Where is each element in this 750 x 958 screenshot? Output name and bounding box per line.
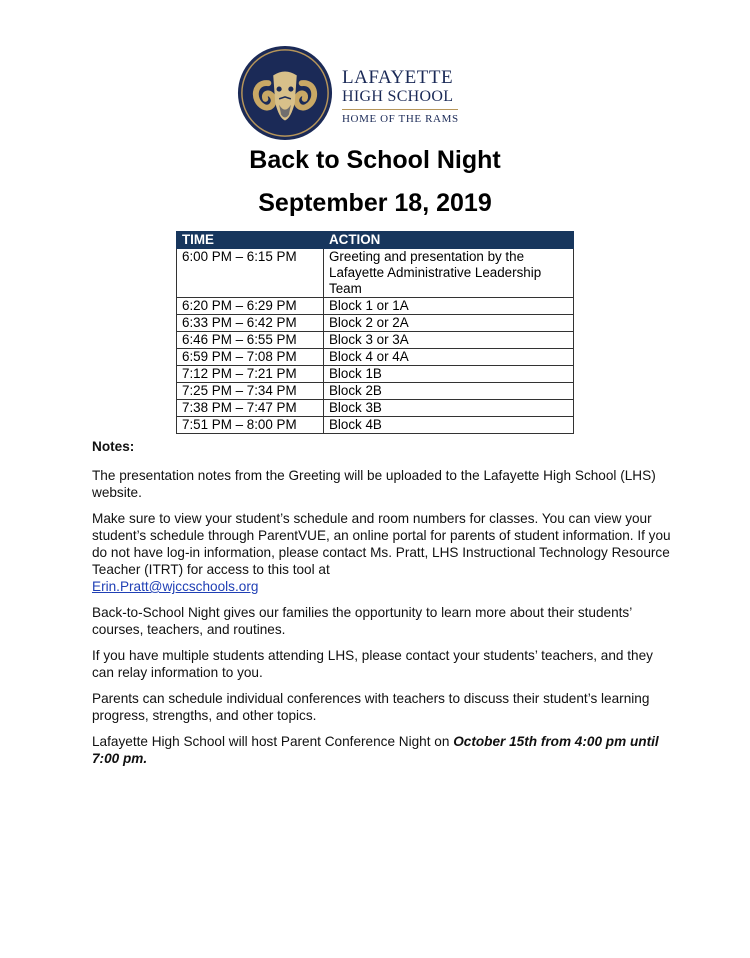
note-conference-night-text: Lafayette High School will host Parent Conference Night on <box>92 734 450 749</box>
column-header-time: TIME <box>177 232 324 249</box>
time-cell: 7:38 PM – 7:47 PM <box>177 400 324 417</box>
table-row <box>177 298 574 315</box>
schedule-table <box>176 231 574 434</box>
logo-name-line2: HIGH SCHOOL <box>342 88 454 105</box>
time-cell: 7:12 PM – 7:21 PM <box>177 366 324 383</box>
table-header-row <box>177 232 574 249</box>
action-cell: Block 3B <box>324 400 574 417</box>
note-multiple-students: If you have multiple students attending LHS, please contact your students’ teachers, and they can relay information to you. <box>92 648 653 680</box>
time-cell: 7:25 PM – 7:34 PM <box>177 383 324 400</box>
column-header-action: ACTION <box>324 232 574 249</box>
table-row <box>177 400 574 417</box>
time-cell: 7:51 PM – 8:00 PM <box>177 417 324 434</box>
note-schedule <box>92 510 672 595</box>
action-cell: Block 1B <box>324 366 574 383</box>
note-opportunity: Back-to-School Night gives our families the opportunity to learn more about their students’ courses, teachers, and routines. <box>92 605 632 637</box>
table-row <box>177 315 574 332</box>
action-cell: Block 1 or 1A <box>324 298 574 315</box>
time-cell: 6:46 PM – 6:55 PM <box>177 332 324 349</box>
table-row <box>177 366 574 383</box>
notes-heading: Notes: <box>92 439 135 454</box>
school-logo <box>236 44 476 144</box>
ram-seal-icon <box>236 44 334 142</box>
table-row <box>177 349 574 366</box>
action-cell: Block 2 or 2A <box>324 315 574 332</box>
time-cell: 6:00 PM – 6:15 PM <box>177 249 324 298</box>
conference-night-date: October 15th from 4:00 pm until 7:00 pm. <box>92 734 659 766</box>
time-cell: 6:59 PM – 7:08 PM <box>177 349 324 366</box>
note-schedule-text: Make sure to view your student’s schedule and room numbers for classes. You can view your student’s schedule through ParentVUE, an online portal for parents of student information. If you do not have log-in information, please contact Ms. Pratt, LHS Instructional Technology Resource Teacher (ITRT) for access to this tool at <box>92 511 671 577</box>
table-row <box>177 249 574 298</box>
action-cell: Block 4B <box>324 417 574 434</box>
table-row <box>177 332 574 349</box>
note-conferences: Parents can schedule individual conferences with teachers to discuss their student’s learning progress, strengths, and other topics. <box>92 691 650 723</box>
notes-section <box>92 438 672 776</box>
note-conference-night <box>92 733 672 767</box>
action-cell: Greeting and presentation by the Lafayette Administrative Leadership Team <box>324 249 574 298</box>
table-row <box>177 417 574 434</box>
logo-divider <box>342 109 458 110</box>
action-cell: Block 2B <box>324 383 574 400</box>
event-date: September 18, 2019 <box>258 189 492 217</box>
table-row <box>177 383 574 400</box>
logo-name-line1: LAFAYETTE <box>342 67 454 88</box>
note-presentation: The presentation notes from the Greeting will be uploaded to the Lafayette High School (LHS) website. <box>92 468 656 500</box>
event-title: Back to School Night <box>249 146 501 174</box>
itrt-email-link[interactable]: Erin.Pratt@wjccschools.org <box>92 579 259 594</box>
action-cell: Block 4 or 4A <box>324 349 574 366</box>
logo-wordmark <box>342 68 459 126</box>
time-cell: 6:33 PM – 6:42 PM <box>177 315 324 332</box>
action-cell: Block 3 or 3A <box>324 332 574 349</box>
time-cell: 6:20 PM – 6:29 PM <box>177 298 324 315</box>
logo-tagline: HOME OF THE RAMS <box>342 113 459 125</box>
